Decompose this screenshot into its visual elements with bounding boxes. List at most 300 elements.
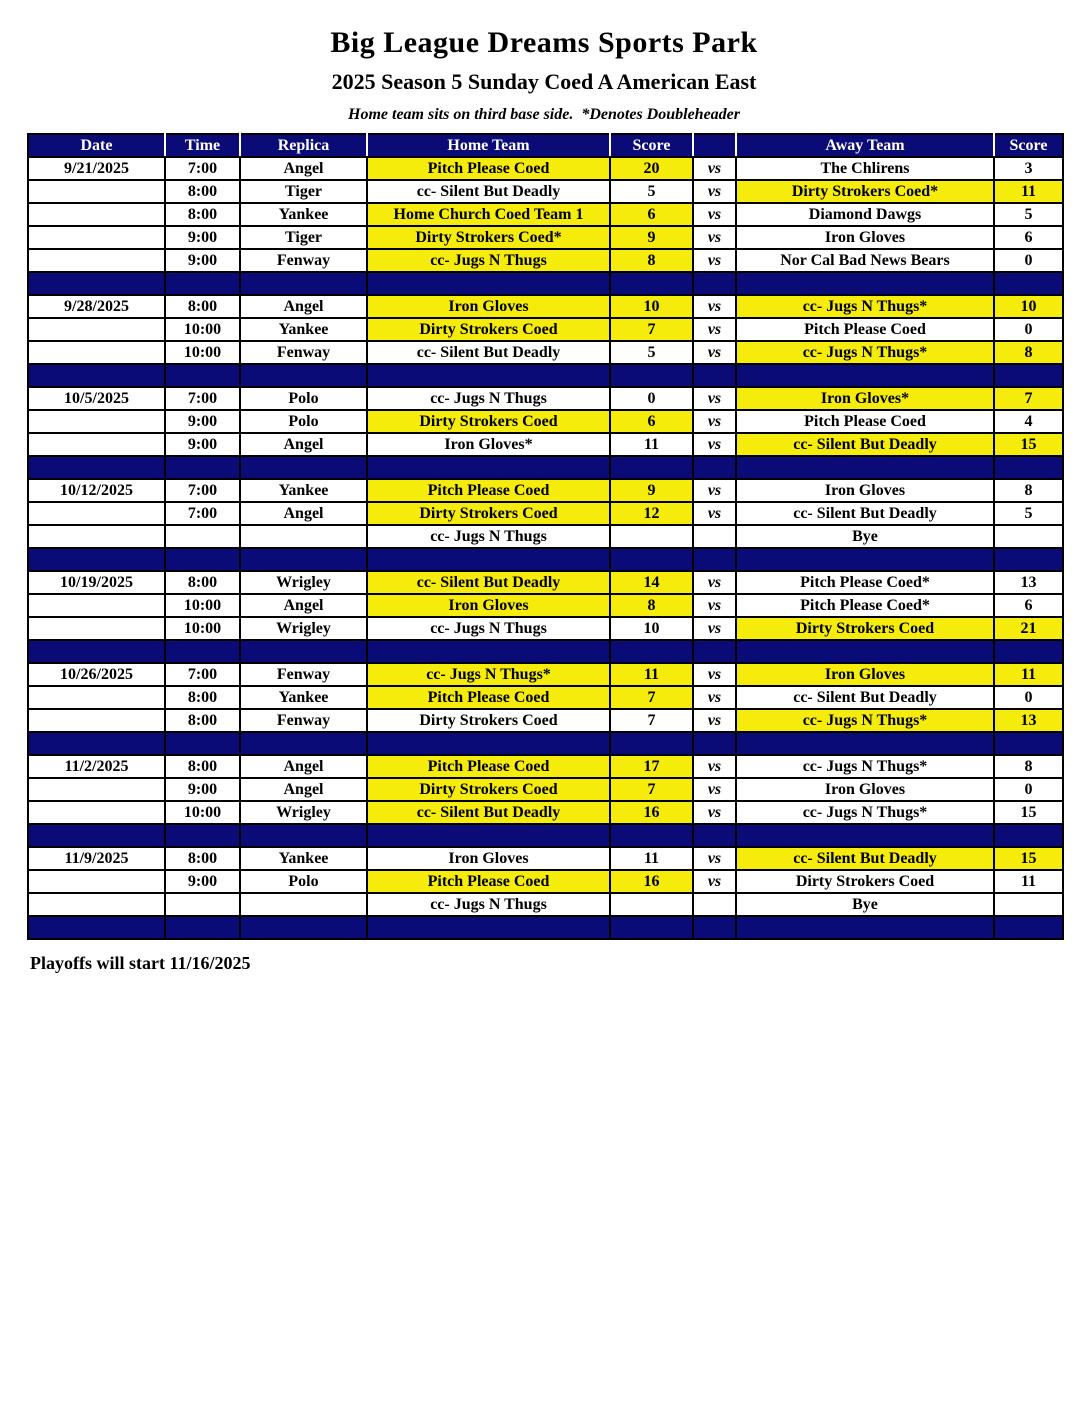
home-team-cell: Iron Gloves: [367, 295, 610, 318]
away-team-cell: cc- Silent But Deadly: [736, 686, 994, 709]
separator-cell: [165, 456, 240, 479]
replica-cell: Wrigley: [240, 617, 367, 640]
away-score-cell: 11: [994, 180, 1063, 203]
game-row: [28, 387, 1063, 410]
vs-cell: vs: [693, 433, 736, 456]
date-cell: 11/2/2025: [28, 755, 165, 778]
separator-cell: [165, 364, 240, 387]
replica-cell: Polo: [240, 387, 367, 410]
home-team-cell: Dirty Strokers Coed: [367, 778, 610, 801]
replica-cell: Yankee: [240, 479, 367, 502]
away-score-cell: 5: [994, 203, 1063, 226]
vs-cell: vs: [693, 709, 736, 732]
away-team-cell: cc- Jugs N Thugs*: [736, 801, 994, 824]
vs-cell: vs: [693, 502, 736, 525]
away-team-cell: The Chlirens: [736, 157, 994, 180]
home-score-cell: 11: [610, 433, 693, 456]
separator-cell: [28, 732, 165, 755]
header-home-team: Home Team: [367, 134, 610, 157]
time-cell: 8:00: [165, 203, 240, 226]
home-team-cell: cc- Silent But Deadly: [367, 180, 610, 203]
separator-cell: [367, 364, 610, 387]
separator-cell: [240, 824, 367, 847]
time-cell: 9:00: [165, 226, 240, 249]
home-score-cell: 10: [610, 295, 693, 318]
vs-cell: vs: [693, 847, 736, 870]
date-cell: [28, 180, 165, 203]
header-date: Date: [28, 134, 165, 157]
home-team-cell: Pitch Please Coed: [367, 157, 610, 180]
separator-cell: [736, 824, 994, 847]
home-score-cell: 17: [610, 755, 693, 778]
home-team-cell: cc- Jugs N Thugs: [367, 525, 610, 548]
away-score-cell: 0: [994, 318, 1063, 341]
away-team-cell: Diamond Dawgs: [736, 203, 994, 226]
vs-cell: vs: [693, 870, 736, 893]
away-score-cell: 21: [994, 617, 1063, 640]
home-team-cell: Iron Gloves*: [367, 433, 610, 456]
separator-cell: [28, 364, 165, 387]
separator-cell: [367, 640, 610, 663]
separator-cell: [610, 272, 693, 295]
date-cell: [28, 203, 165, 226]
time-cell: 8:00: [165, 571, 240, 594]
date-cell: [28, 341, 165, 364]
home-score-cell: 6: [610, 410, 693, 433]
time-cell: 9:00: [165, 778, 240, 801]
home-team-cell: cc- Jugs N Thugs*: [367, 663, 610, 686]
away-score-cell: [994, 893, 1063, 916]
home-team-cell: cc- Jugs N Thugs: [367, 617, 610, 640]
away-score-cell: 13: [994, 709, 1063, 732]
separator-row: [28, 640, 1063, 663]
replica-cell: Angel: [240, 502, 367, 525]
vs-cell: vs: [693, 387, 736, 410]
time-cell: 10:00: [165, 801, 240, 824]
game-row: [28, 479, 1063, 502]
away-team-cell: Pitch Please Coed: [736, 410, 994, 433]
replica-cell: Yankee: [240, 203, 367, 226]
separator-cell: [693, 824, 736, 847]
time-cell: 7:00: [165, 157, 240, 180]
home-team-cell: cc- Silent But Deadly: [367, 571, 610, 594]
away-team-cell: Iron Gloves: [736, 479, 994, 502]
away-score-cell: 4: [994, 410, 1063, 433]
header-replica: Replica: [240, 134, 367, 157]
home-score-cell: 9: [610, 226, 693, 249]
time-cell: 9:00: [165, 410, 240, 433]
vs-cell: vs: [693, 226, 736, 249]
game-row: [28, 755, 1063, 778]
date-cell: [28, 502, 165, 525]
home-score-cell: 7: [610, 709, 693, 732]
home-score-cell: 11: [610, 847, 693, 870]
away-score-cell: 5: [994, 502, 1063, 525]
home-team-cell: Iron Gloves: [367, 594, 610, 617]
away-score-cell: 15: [994, 801, 1063, 824]
replica-cell: Angel: [240, 295, 367, 318]
game-row: [28, 410, 1063, 433]
date-cell: 10/5/2025: [28, 387, 165, 410]
away-score-cell: 0: [994, 778, 1063, 801]
game-row: [28, 525, 1063, 548]
away-team-cell: Iron Gloves: [736, 778, 994, 801]
away-team-cell: Bye: [736, 525, 994, 548]
vs-cell: vs: [693, 157, 736, 180]
replica-cell: Angel: [240, 755, 367, 778]
replica-cell: [240, 893, 367, 916]
away-team-cell: Dirty Strokers Coed: [736, 617, 994, 640]
header-time: Time: [165, 134, 240, 157]
home-score-cell: 9: [610, 479, 693, 502]
replica-cell: Yankee: [240, 318, 367, 341]
separator-cell: [367, 456, 610, 479]
home-team-cell: Iron Gloves: [367, 847, 610, 870]
separator-cell: [610, 640, 693, 663]
separator-cell: [165, 824, 240, 847]
date-cell: [28, 893, 165, 916]
home-score-cell: [610, 525, 693, 548]
time-cell: 8:00: [165, 180, 240, 203]
home-team-cell: Home Church Coed Team 1: [367, 203, 610, 226]
home-score-cell: [610, 893, 693, 916]
game-row: [28, 571, 1063, 594]
time-cell: 8:00: [165, 686, 240, 709]
separator-cell: [994, 272, 1063, 295]
away-team-cell: Nor Cal Bad News Bears: [736, 249, 994, 272]
separator-cell: [240, 732, 367, 755]
home-team-cell: Pitch Please Coed: [367, 686, 610, 709]
away-team-cell: Pitch Please Coed*: [736, 594, 994, 617]
time-cell: 7:00: [165, 387, 240, 410]
date-cell: [28, 778, 165, 801]
game-row: [28, 847, 1063, 870]
game-row: [28, 594, 1063, 617]
vs-cell: [693, 893, 736, 916]
home-team-cell: cc- Jugs N Thugs: [367, 893, 610, 916]
replica-cell: Wrigley: [240, 801, 367, 824]
separator-cell: [367, 824, 610, 847]
vs-cell: vs: [693, 180, 736, 203]
separator-row: [28, 548, 1063, 571]
date-cell: [28, 709, 165, 732]
vs-cell: vs: [693, 249, 736, 272]
away-team-cell: Bye: [736, 893, 994, 916]
separator-cell: [736, 916, 994, 939]
separator-cell: [165, 548, 240, 571]
away-score-cell: 8: [994, 341, 1063, 364]
vs-cell: vs: [693, 479, 736, 502]
home-team-note: Home team sits on third base side. *Denotes Doubleheader: [348, 106, 740, 123]
date-cell: 10/19/2025: [28, 571, 165, 594]
home-score-cell: 7: [610, 778, 693, 801]
away-team-cell: Pitch Please Coed*: [736, 571, 994, 594]
header-away-score: Score: [994, 134, 1063, 157]
time-cell: 10:00: [165, 341, 240, 364]
separator-cell: [28, 824, 165, 847]
away-score-cell: 8: [994, 479, 1063, 502]
vs-cell: vs: [693, 571, 736, 594]
separator-cell: [240, 364, 367, 387]
time-cell: 8:00: [165, 709, 240, 732]
separator-cell: [693, 272, 736, 295]
separator-cell: [736, 364, 994, 387]
away-score-cell: 6: [994, 594, 1063, 617]
game-row: [28, 226, 1063, 249]
time-cell: 7:00: [165, 479, 240, 502]
separator-row: [28, 456, 1063, 479]
vs-cell: vs: [693, 341, 736, 364]
replica-cell: Fenway: [240, 663, 367, 686]
separator-cell: [610, 916, 693, 939]
separator-cell: [610, 732, 693, 755]
away-score-cell: [994, 525, 1063, 548]
away-score-cell: 10: [994, 295, 1063, 318]
date-cell: 11/9/2025: [28, 847, 165, 870]
date-cell: [28, 617, 165, 640]
date-cell: [28, 686, 165, 709]
playoffs-note: Playoffs will start 11/16/2025: [30, 953, 251, 973]
time-cell: 7:00: [165, 663, 240, 686]
game-row: [28, 318, 1063, 341]
page-subtitle: 2025 Season 5 Sunday Coed A American East: [331, 69, 757, 94]
away-team-cell: Pitch Please Coed: [736, 318, 994, 341]
home-score-cell: 20: [610, 157, 693, 180]
replica-cell: Angel: [240, 594, 367, 617]
home-score-cell: 8: [610, 249, 693, 272]
separator-row: [28, 732, 1063, 755]
game-row: [28, 180, 1063, 203]
time-cell: 8:00: [165, 295, 240, 318]
replica-cell: Tiger: [240, 226, 367, 249]
vs-cell: vs: [693, 663, 736, 686]
separator-cell: [610, 364, 693, 387]
separator-cell: [240, 548, 367, 571]
separator-cell: [240, 456, 367, 479]
separator-cell: [736, 640, 994, 663]
home-score-cell: 14: [610, 571, 693, 594]
date-cell: 10/12/2025: [28, 479, 165, 502]
home-score-cell: 16: [610, 801, 693, 824]
game-row: [28, 157, 1063, 180]
page-title: Big League Dreams Sports Park: [330, 26, 758, 59]
game-row: [28, 870, 1063, 893]
game-row: [28, 249, 1063, 272]
time-cell: 9:00: [165, 870, 240, 893]
home-team-cell: Pitch Please Coed: [367, 479, 610, 502]
separator-cell: [994, 916, 1063, 939]
time-cell: [165, 525, 240, 548]
away-score-cell: 8: [994, 755, 1063, 778]
separator-cell: [28, 456, 165, 479]
separator-cell: [240, 272, 367, 295]
away-team-cell: Iron Gloves: [736, 663, 994, 686]
game-row: [28, 778, 1063, 801]
away-team-cell: cc- Jugs N Thugs*: [736, 341, 994, 364]
home-score-cell: 11: [610, 663, 693, 686]
vs-cell: vs: [693, 318, 736, 341]
replica-cell: Fenway: [240, 709, 367, 732]
replica-cell: Tiger: [240, 180, 367, 203]
time-cell: 9:00: [165, 249, 240, 272]
replica-cell: Polo: [240, 870, 367, 893]
separator-cell: [736, 272, 994, 295]
game-row: [28, 709, 1063, 732]
vs-cell: [693, 525, 736, 548]
home-score-cell: 12: [610, 502, 693, 525]
game-row: [28, 295, 1063, 318]
replica-cell: Fenway: [240, 249, 367, 272]
separator-row: [28, 272, 1063, 295]
time-cell: 7:00: [165, 502, 240, 525]
replica-cell: Polo: [240, 410, 367, 433]
game-row: [28, 203, 1063, 226]
home-score-cell: 5: [610, 341, 693, 364]
separator-cell: [693, 548, 736, 571]
time-cell: 8:00: [165, 847, 240, 870]
away-team-cell: cc- Silent But Deadly: [736, 847, 994, 870]
away-team-cell: cc- Silent But Deadly: [736, 502, 994, 525]
home-score-cell: 8: [610, 594, 693, 617]
vs-cell: vs: [693, 617, 736, 640]
away-score-cell: 13: [994, 571, 1063, 594]
home-team-cell: Dirty Strokers Coed: [367, 709, 610, 732]
vs-cell: vs: [693, 203, 736, 226]
home-score-cell: 10: [610, 617, 693, 640]
away-score-cell: 11: [994, 663, 1063, 686]
date-cell: [28, 318, 165, 341]
separator-cell: [28, 916, 165, 939]
away-team-cell: cc- Jugs N Thugs*: [736, 755, 994, 778]
home-score-cell: 7: [610, 318, 693, 341]
separator-cell: [28, 272, 165, 295]
header-away-team: Away Team: [736, 134, 994, 157]
vs-cell: vs: [693, 755, 736, 778]
home-team-cell: cc- Silent But Deadly: [367, 801, 610, 824]
home-score-cell: 16: [610, 870, 693, 893]
game-row: [28, 433, 1063, 456]
home-team-cell: Dirty Strokers Coed: [367, 502, 610, 525]
home-score-cell: 5: [610, 180, 693, 203]
separator-cell: [165, 272, 240, 295]
game-row: [28, 341, 1063, 364]
separator-row: [28, 364, 1063, 387]
away-score-cell: 15: [994, 847, 1063, 870]
separator-cell: [610, 456, 693, 479]
date-cell: [28, 433, 165, 456]
home-team-cell: cc- Jugs N Thugs: [367, 387, 610, 410]
home-team-cell: Dirty Strokers Coed: [367, 410, 610, 433]
date-cell: [28, 249, 165, 272]
away-team-cell: Iron Gloves*: [736, 387, 994, 410]
separator-cell: [693, 732, 736, 755]
separator-cell: [994, 732, 1063, 755]
separator-cell: [240, 916, 367, 939]
separator-cell: [367, 548, 610, 571]
header-row: [28, 134, 1063, 157]
separator-cell: [367, 732, 610, 755]
date-cell: [28, 525, 165, 548]
game-row: [28, 663, 1063, 686]
separator-cell: [240, 640, 367, 663]
separator-cell: [367, 916, 610, 939]
game-row: [28, 801, 1063, 824]
game-row: [28, 617, 1063, 640]
separator-cell: [693, 456, 736, 479]
separator-row: [28, 916, 1063, 939]
separator-cell: [693, 364, 736, 387]
vs-cell: vs: [693, 686, 736, 709]
separator-row: [28, 824, 1063, 847]
separator-cell: [610, 824, 693, 847]
replica-cell: Yankee: [240, 686, 367, 709]
date-cell: [28, 594, 165, 617]
home-score-cell: 6: [610, 203, 693, 226]
separator-cell: [367, 272, 610, 295]
home-score-cell: 7: [610, 686, 693, 709]
away-team-cell: Iron Gloves: [736, 226, 994, 249]
separator-cell: [610, 548, 693, 571]
vs-cell: vs: [693, 801, 736, 824]
header-vs: [693, 134, 736, 157]
date-cell: 9/21/2025: [28, 157, 165, 180]
replica-cell: Angel: [240, 778, 367, 801]
separator-cell: [736, 456, 994, 479]
date-cell: 9/28/2025: [28, 295, 165, 318]
time-cell: 10:00: [165, 617, 240, 640]
home-team-cell: cc- Silent But Deadly: [367, 341, 610, 364]
separator-cell: [994, 364, 1063, 387]
home-team-cell: Dirty Strokers Coed: [367, 318, 610, 341]
away-score-cell: 11: [994, 870, 1063, 893]
replica-cell: Angel: [240, 433, 367, 456]
away-score-cell: 0: [994, 686, 1063, 709]
time-cell: 10:00: [165, 594, 240, 617]
schedule-table: [27, 133, 1064, 940]
time-cell: 8:00: [165, 755, 240, 778]
replica-cell: [240, 525, 367, 548]
time-cell: [165, 893, 240, 916]
separator-cell: [736, 732, 994, 755]
separator-cell: [994, 824, 1063, 847]
separator-cell: [994, 548, 1063, 571]
time-cell: 10:00: [165, 318, 240, 341]
away-team-cell: Dirty Strokers Coed*: [736, 180, 994, 203]
separator-cell: [28, 548, 165, 571]
date-cell: [28, 226, 165, 249]
date-cell: [28, 870, 165, 893]
replica-cell: Angel: [240, 157, 367, 180]
separator-cell: [693, 640, 736, 663]
separator-cell: [165, 916, 240, 939]
separator-cell: [28, 640, 165, 663]
separator-cell: [994, 640, 1063, 663]
date-cell: [28, 410, 165, 433]
home-team-cell: Pitch Please Coed: [367, 755, 610, 778]
vs-cell: vs: [693, 295, 736, 318]
away-team-cell: Dirty Strokers Coed: [736, 870, 994, 893]
separator-cell: [165, 732, 240, 755]
vs-cell: vs: [693, 594, 736, 617]
vs-cell: vs: [693, 410, 736, 433]
away-score-cell: 0: [994, 249, 1063, 272]
replica-cell: Yankee: [240, 847, 367, 870]
home-team-cell: Pitch Please Coed: [367, 870, 610, 893]
date-cell: [28, 801, 165, 824]
game-row: [28, 502, 1063, 525]
away-team-cell: cc- Jugs N Thugs*: [736, 295, 994, 318]
away-score-cell: 7: [994, 387, 1063, 410]
